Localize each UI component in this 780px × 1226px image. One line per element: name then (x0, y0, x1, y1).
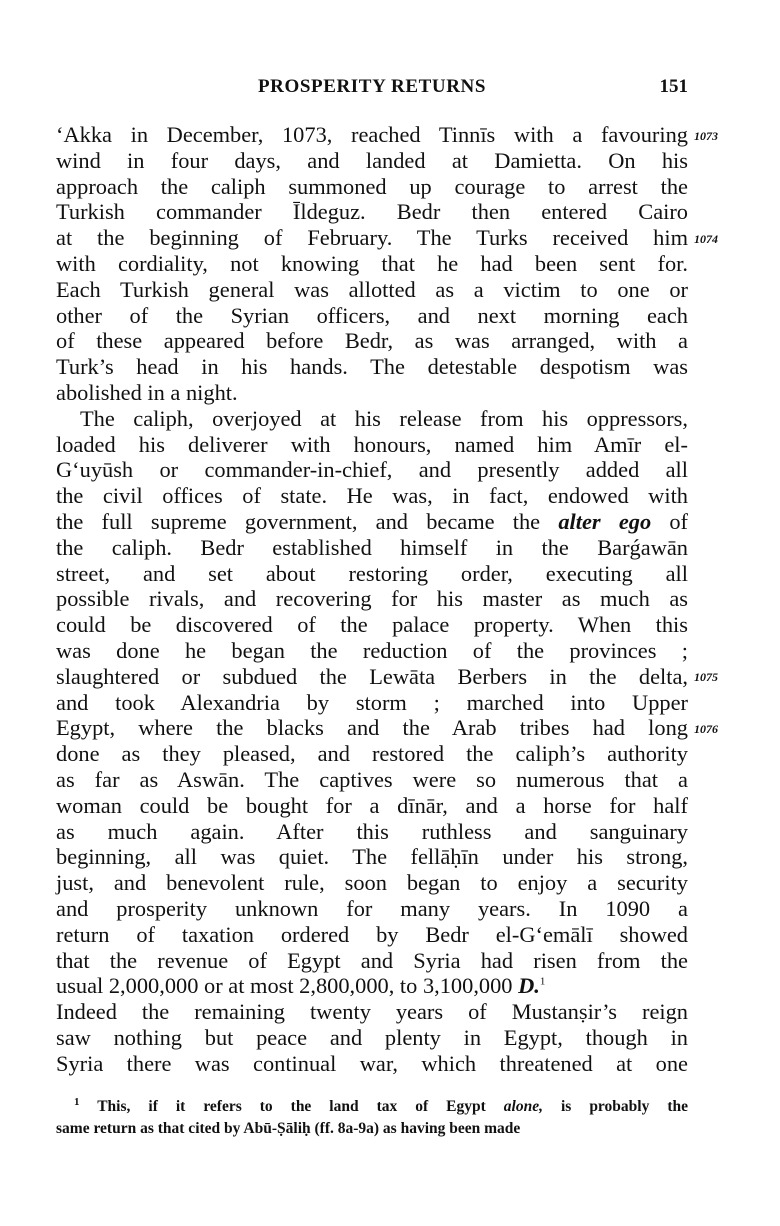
text-segment: of (651, 508, 689, 534)
text-line: Each Turkish general was allotted as a victim to one or (56, 276, 688, 302)
footnote-marker: 1 (74, 1095, 80, 1108)
text-segment: This, if it refers to the land tax of Egypt (79, 1098, 504, 1115)
text-line: as far as Aswān. The captives were so numerous that a (56, 766, 688, 792)
text-line: the civil offices of state. He was, in fact, endowed with (56, 483, 688, 509)
text-line: abolished in a night. (56, 379, 238, 405)
text-line: other of the Syrian officers, and next morning each (56, 302, 688, 328)
text-line: ‘Akka in December, 1073, reached Tinnīs with a favouring (56, 122, 688, 147)
text-segment: the full supreme government, and became the (56, 508, 559, 534)
text-segment: usual 2,000,000 or at most 2,800,000, to 3,100,000 (56, 973, 519, 999)
text-line: slaughtered or subdued the Lewāta Berbers in the delta, (56, 663, 688, 689)
text-line: loaded his deliverer with honours, named him Amīr el- (56, 431, 688, 457)
text-line: done as they pleased, and restored the caliph’s authority (56, 741, 688, 767)
italic-phrase: alter ego (558, 508, 652, 534)
text-line: Indeed the remaining twenty years of Mustanṣir’s reign (56, 999, 688, 1025)
text-line: with cordiality, not knowing that he had been sent for. (56, 250, 688, 276)
footnote-reference: 1 (539, 975, 546, 988)
margin-date: 1073 (694, 129, 718, 143)
text-line: that the revenue of Egypt and Syria had risen from the (56, 947, 688, 973)
footnote (56, 1096, 688, 1140)
text-line: saw nothing but peace and plenty in Egypt, though in (56, 1024, 688, 1050)
text-line: woman could be bought for a dīnār, and a horse for half (56, 792, 688, 818)
page-number: 151 (659, 76, 688, 97)
text-line: just, and benevolent rule, soon began to enjoy a security (56, 870, 688, 896)
margin-date: 1074 (694, 232, 718, 246)
text-line: Turk’s head in his hands. The detestable despotism was (56, 354, 688, 380)
text-line: the caliph. Bedr established himself in the Barǵawān (56, 534, 688, 560)
currency-symbol: D. (518, 973, 540, 999)
running-title: PROSPERITY RETURNS (257, 76, 487, 97)
text-line: could be discovered of the palace property. When this (56, 612, 688, 638)
text-line: G‘uyūsh or commander-in-chief, and presently added all (56, 457, 688, 483)
text-line: and prosperity unknown for many years. In 1090 a (56, 895, 688, 921)
text-line: Syria there was continual war, which threatened at one (56, 1050, 688, 1076)
text-line: and took Alexandria by storm ; marched into Upper (56, 689, 688, 715)
text-line: beginning, all was quiet. The fellāḥīn under his strong, (56, 844, 688, 870)
text-line: wind in four days, and landed at Damietta. On his (56, 147, 688, 173)
text-line (56, 509, 688, 535)
body-text (56, 122, 688, 1076)
margin-date: 1075 (694, 670, 718, 684)
running-head (56, 76, 688, 102)
text-line: at the beginning of February. The Turks received him (56, 225, 688, 251)
text-line: of these appeared before Bedr, as was arranged, with a (56, 328, 688, 354)
text-line: approach the caliph summoned up courage to arrest the (56, 173, 688, 199)
text-line: Turkish commander Īldeguz. Bedr then entered Cairo (56, 199, 688, 225)
margin-date: 1076 (694, 722, 718, 736)
text-line: street, and set about restoring order, executing all (56, 560, 688, 586)
text-segment: is probably the (542, 1098, 688, 1115)
text-line (56, 973, 688, 999)
footnote-line: same return as that cited by Abū-Ṣāliḥ (ff. 8a-9a) as having been made (56, 1120, 521, 1137)
text-line: The caliph, overjoyed at his release from his oppressors, (80, 405, 688, 431)
italic-word: alone, (503, 1098, 543, 1115)
footnote-line (56, 1096, 688, 1118)
text-line: as much again. After this ruthless and sanguinary (56, 818, 688, 844)
text-line: was done he began the reduction of the provinces ; (56, 637, 688, 663)
text-line: return of taxation ordered by Bedr el-G‘emālī showed (56, 921, 688, 947)
text-line: Egypt, where the blacks and the Arab tribes had long (56, 715, 688, 741)
text-line: possible rivals, and recovering for his master as much as (56, 586, 688, 612)
